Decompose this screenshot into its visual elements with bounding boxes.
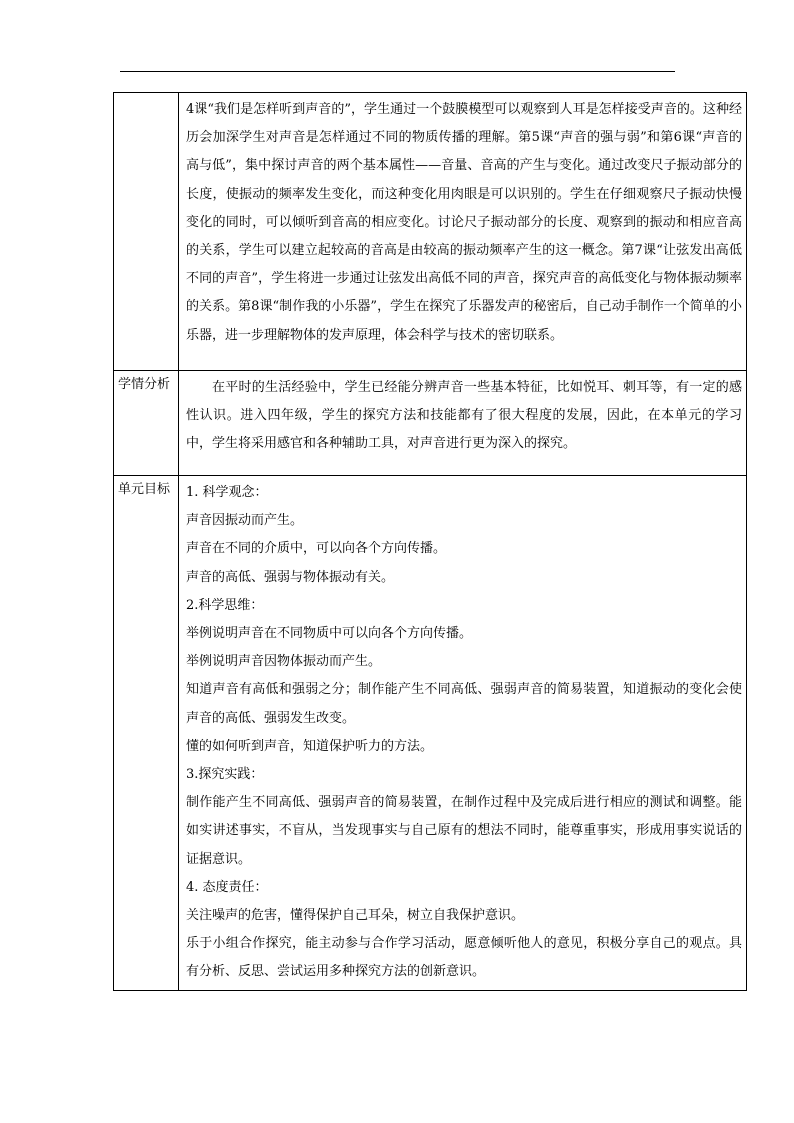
goal-heading: 3.探究实践： (186, 767, 264, 783)
goal-line: 举例说明声音在不同物质中可以向各个方向传播。 (186, 626, 473, 642)
empty-label-cell (114, 93, 179, 371)
goal-line: 懂的如何听到声音，知道保护听力的方法。 (186, 738, 434, 754)
table-row (114, 371, 747, 476)
table-row (114, 476, 747, 991)
header-rule (120, 71, 675, 72)
learner-analysis-cell (179, 371, 747, 476)
goal-line: 制作能产生不同高低、强弱声音的简易装置，在制作过程中及完成后进行相应的测试和调整。能如实讲述事实，不盲从，当发现事实与自己原有的想法不同时，能尊重事实，形成用事实说话的证据意识。 (186, 795, 742, 867)
goal-line: 乐于小组合作探究，能主动参与合作学习活动，愿意倾听他人的意见，积极分享自己的观点。具有分析、反思、尝试运用多种探究方法的创新意识。 (186, 936, 742, 980)
lesson-plan-table (113, 92, 747, 991)
goal-line: 声音的高低、强弱与物体振动有关。 (186, 569, 395, 585)
goal-line: 声音在不同的介质中，可以向各个方向传播。 (186, 541, 447, 557)
learner-analysis-label: 学情分析 (114, 371, 179, 476)
textbook-analysis-cell (179, 93, 747, 371)
goal-heading: 1. 科学观念： (186, 485, 268, 500)
goal-line: 知道声音有高低和强弱之分；制作能产生不同高低、强弱声音的简易装置，知道振动的变化会使声音的高低、强弱发生改变。 (186, 682, 742, 726)
goal-line: 声音因振动而产生。 (186, 513, 304, 529)
unit-goals-label: 单元目标 (114, 476, 179, 991)
continuation-text: 4课“我们是怎样听到声音的”，学生通过一个鼓膜模型可以观察到人耳是怎样接受声音的。这种经历会加深学生对声音是怎样通过不同的物质传播的理解。第5课“声音的强与弱”和第6课“声音的高与低”，集中探讨声音的两个基本属性——音量、音高的产生与变化。通过改变尺子振动部分的长度，使振动的频率发生变化，而这种变化用肉眼是可以识别的。学生在仔细观察尺子振动快慢变化的同时，可以倾听到音高的相应变化。讨论尺子振动部分的长度、观察到的振动和相应音高的关系，学生可以建立起较高的音高是由较高的振动频率产生的这一概念。第7课“让弦发出高低不同的声音”，学生将进一步通过让弦发出高低不同的声音，探究声音的高低变化与物体振动频率的关系。第8课“制作我的小乐器”，学生在探究了乐器发声的秘密后，自己动手制作一个简单的小乐器，进一步理解物体的发声原理，体会科学与技术的密切联系。 (186, 102, 742, 343)
goal-line: 关注噪声的危害，懂得保护自己耳朵，树立自我保护意识。 (186, 908, 525, 924)
unit-goals-cell (179, 476, 747, 991)
table-row (114, 93, 747, 371)
goal-heading: 4. 态度责任： (186, 879, 268, 895)
goal-heading: 2.科学思维： (186, 597, 264, 613)
learner-analysis-text: 在平时的生活经验中，学生已经能分辨声音一些基本特征，比如悦耳、刺耳等，有一定的感性认识。进入四年级，学生的探究方法和技能都有了很大程度的发展，因此，在本单元的学习中，学生将采用感官和各种辅助工具，对声音进行更为深入的探究。 (186, 380, 742, 452)
goal-line: 举例说明声音因物体振动而产生。 (186, 654, 382, 670)
